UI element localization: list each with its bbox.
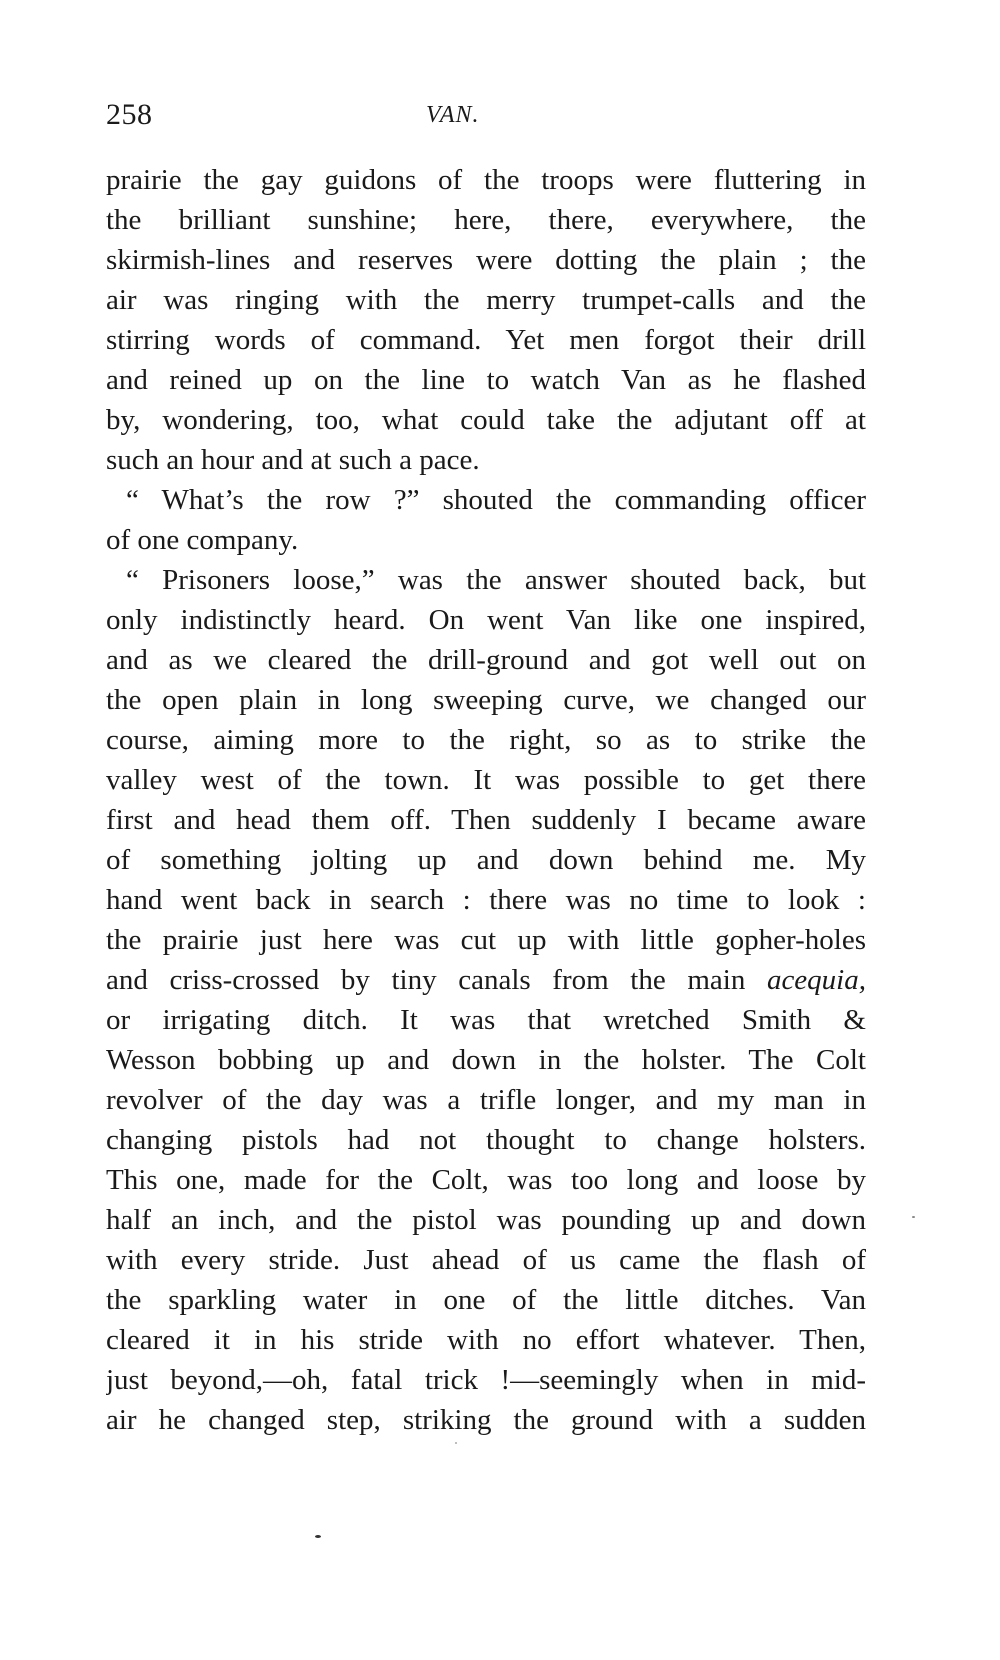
text-line: the brilliant sunshine; here, there, everywhere, the <box>106 204 866 236</box>
italic-word: acequia, <box>766 964 866 996</box>
text-line: air was ringing with the merry trumpet-calls and the <box>106 284 866 316</box>
text-line: changing pistols had not thought to change holsters. <box>106 1124 866 1156</box>
text-line: by, wondering, too, what could take the adjutant off at <box>106 404 866 436</box>
text-line: This one, made for the Colt, was too long and loose by <box>106 1164 866 1196</box>
text-line: hand went back in search : there was no time to look : <box>106 884 866 916</box>
text-line: and reined up on the line to watch Van as he flashed <box>106 364 866 396</box>
ink-speck <box>912 1216 915 1218</box>
text-line: half an inch, and the pistol was pounding up and down <box>106 1204 866 1236</box>
text-line: the sparkling water in one of the little ditches. Van <box>106 1284 866 1316</box>
text-line: only indistinctly heard. On went Van like one inspired, <box>106 604 866 636</box>
ink-speck <box>315 1535 321 1538</box>
text-line: “ Prisoners loose,” was the answer shouted back, but <box>126 564 866 596</box>
text-line: skirmish-lines and reserves were dotting the plain ; the <box>106 244 866 276</box>
text-line: or irrigating ditch. It was that wretched Smith & <box>106 1004 866 1036</box>
running-title: VAN. <box>426 102 480 128</box>
text-line: of one company. <box>106 524 299 556</box>
text-line: revolver of the day was a trifle longer, and my man in <box>106 1084 866 1116</box>
text-line: and as we cleared the drill-ground and got well out on <box>106 644 866 676</box>
text-line: stirring words of command. Yet men forgot their drill <box>106 324 866 356</box>
text-line: air he changed step, striking the ground with a sudden <box>106 1404 866 1436</box>
text-line: valley west of the town. It was possible to get there <box>106 764 866 796</box>
text-line: “ What’s the row ?” shouted the commanding officer <box>126 484 866 516</box>
ink-speck <box>455 1442 457 1444</box>
text-line: such an hour and at such a pace. <box>106 444 480 476</box>
text-line: with every stride. Just ahead of us came the flash of <box>106 1244 866 1276</box>
text-line <box>106 960 866 1000</box>
running-head <box>106 98 864 138</box>
text-line: course, aiming more to the right, so as to strike the <box>106 724 866 756</box>
text-line: the open plain in long sweeping curve, we changed our <box>106 684 866 716</box>
text-line: first and head them off. Then suddenly I became aware <box>106 804 866 836</box>
text-line: of something jolting up and down behind me. My <box>106 844 866 876</box>
line-text: and criss-crossed by tiny canals from the main <box>106 964 767 996</box>
text-line: prairie the gay guidons of the troops were fluttering in <box>106 164 866 196</box>
text-line: Wesson bobbing up and down in the holster. The Colt <box>106 1044 866 1076</box>
body-text <box>106 160 866 1440</box>
text-line: the prairie just here was cut up with little gopher-holes <box>106 924 866 956</box>
page-number: 258 <box>106 98 153 131</box>
text-line: just beyond,—oh, fatal trick !—seemingly when in mid- <box>106 1364 866 1396</box>
text-line: cleared it in his stride with no effort whatever. Then, <box>106 1324 866 1356</box>
